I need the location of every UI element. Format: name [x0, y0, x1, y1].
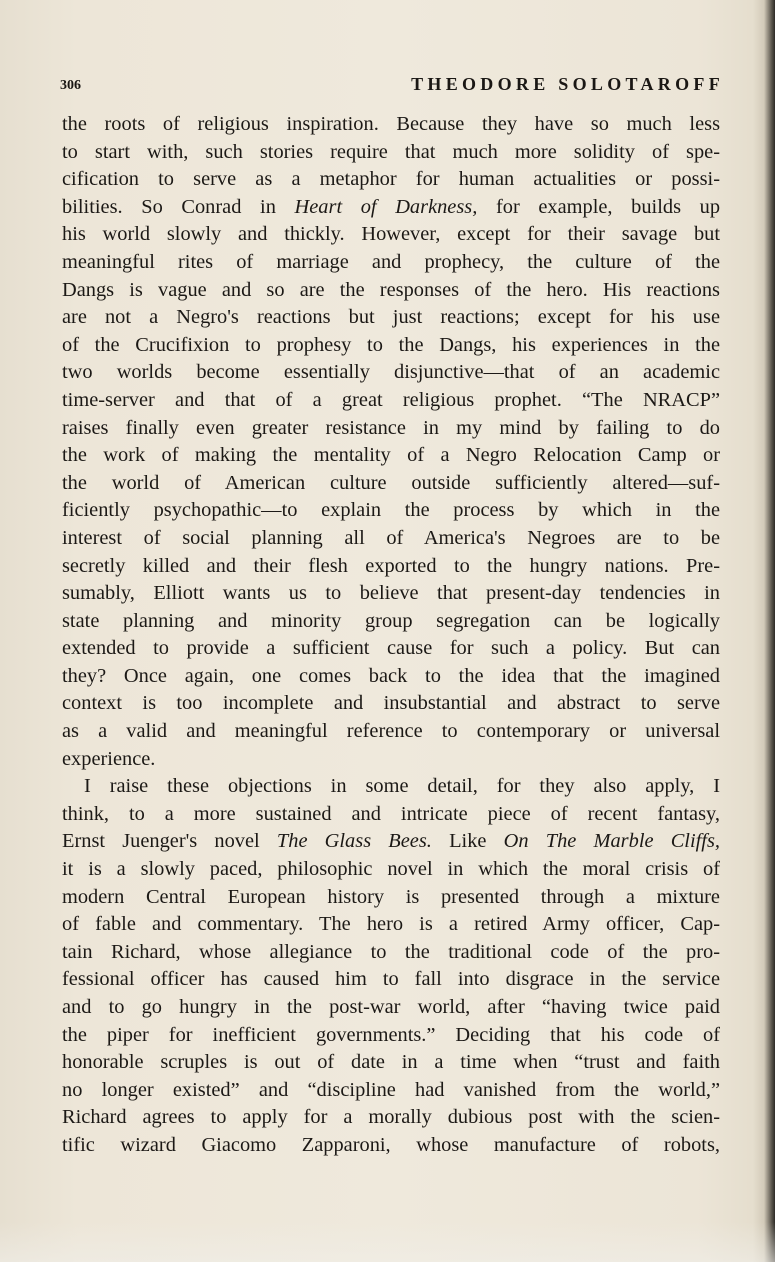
- text-line: [62, 773, 720, 801]
- text-segment: raises finally even greater resistance in my mind by failing to do: [62, 416, 720, 439]
- text-line: [62, 553, 720, 581]
- text-segment: his world slowly and thickly. However, except for their savage but: [62, 223, 720, 246]
- text-segment: bilities. So Conrad in: [62, 195, 295, 218]
- text-segment: Dangs is vague and so are the responses of the hero. His reactions: [62, 278, 720, 301]
- text-line: [62, 277, 720, 305]
- running-head: THEODORE SOLOTAROFF: [411, 74, 724, 94]
- body-text: [62, 111, 720, 1160]
- italic-title: The Glass Bees.: [276, 830, 432, 853]
- text-segment: for example, builds up: [477, 195, 720, 218]
- text-segment: state planning and minority group segregation can be logically: [62, 609, 720, 632]
- text-line: [62, 939, 720, 967]
- text-line: [62, 718, 720, 746]
- text-segment: of the Crucifixion to prophesy to the Dangs, his experiences in the: [62, 333, 720, 356]
- text-segment: secretly killed and their flesh exported to the hungry nations. Pre-: [62, 554, 720, 577]
- page-header: [60, 74, 724, 100]
- text-line: [62, 884, 720, 912]
- text-line: [62, 111, 720, 139]
- text-line: [62, 497, 720, 525]
- text-line: [62, 663, 720, 691]
- text-segment: I raise these objections in some detail, for they also apply, I: [84, 775, 720, 798]
- text-segment: sumably, Elliott wants us to believe that present-day tendencies in: [62, 582, 720, 605]
- text-segment: time-server and that of a great religious prophet. “The NRACP”: [62, 388, 720, 411]
- text-line: [62, 1132, 720, 1160]
- text-line: [62, 249, 720, 277]
- text-line: [62, 1077, 720, 1105]
- text-segment: it is a slowly paced, philosophic novel in which the moral crisis of: [62, 858, 720, 881]
- text-segment: modern Central European history is presented through a mixture: [62, 885, 720, 908]
- text-line: [62, 994, 720, 1022]
- text-segment: meaningful rites of marriage and prophecy, the culture of the: [62, 250, 720, 273]
- text-line: [62, 166, 720, 194]
- text-line: [62, 304, 720, 332]
- text-segment: are not a Negro's reactions but just reactions; except for his use: [62, 306, 720, 329]
- text-segment: the world of American culture outside sufficiently altered—suf-: [62, 471, 720, 494]
- text-segment: think, to a more sustained and intricate piece of recent fantasy,: [62, 802, 720, 825]
- text-segment: Ernst Juenger's novel: [62, 830, 277, 853]
- text-segment: the piper for inefficient governments.” Deciding that his code of: [62, 1023, 720, 1046]
- text-line: [62, 139, 720, 167]
- text-line: [62, 690, 720, 718]
- text-segment: honorable scruples is out of date in a time when “trust and faith: [62, 1051, 720, 1074]
- text-segment: two worlds become essentially disjunctive—that of an academic: [62, 361, 720, 384]
- text-line: [62, 828, 720, 856]
- text-line: [62, 746, 720, 774]
- text-line: [62, 332, 720, 360]
- text-segment: cification to serve as a metaphor for human actualities or possi-: [62, 168, 720, 191]
- text-segment: extended to provide a sufficient cause for such a policy. But can: [62, 637, 720, 660]
- text-line: [62, 1049, 720, 1077]
- page-number: 306: [60, 78, 81, 93]
- italic-title: Heart of Darkness,: [294, 195, 478, 218]
- text-line: [62, 387, 720, 415]
- text-line: [62, 470, 720, 498]
- text-line: [62, 580, 720, 608]
- text-segment: they? Once again, one comes back to the idea that the imagined: [62, 664, 720, 687]
- italic-title: On The Marble Cliffs,: [503, 830, 720, 853]
- page-bottom-edge: [0, 1222, 775, 1262]
- book-spine-shadow: [753, 0, 775, 1262]
- text-line: [62, 525, 720, 553]
- text-segment: of fable and commentary. The hero is a retired Army officer, Cap-: [62, 913, 720, 936]
- text-line: [62, 1104, 720, 1132]
- text-segment: interest of social planning all of America's Negroes are to be: [62, 526, 720, 549]
- text-line: [62, 911, 720, 939]
- text-line: [62, 221, 720, 249]
- text-line: [62, 442, 720, 470]
- text-segment: tific wizard Giacomo Zapparoni, whose manufacture of robots,: [62, 1133, 720, 1156]
- text-segment: experience.: [62, 747, 156, 770]
- text-segment: as a valid and meaningful reference to contemporary or universal: [62, 720, 720, 743]
- text-segment: tain Richard, whose allegiance to the traditional code of the pro-: [62, 940, 720, 963]
- text-line: [62, 415, 720, 443]
- text-segment: fessional officer has caused him to fall into disgrace in the service: [62, 968, 720, 991]
- text-segment: to start with, such stories require that much more solidity of spe-: [62, 140, 720, 163]
- text-line: [62, 608, 720, 636]
- text-segment: ficiently psychopathic—to explain the process by which in the: [62, 499, 720, 522]
- text-line: [62, 635, 720, 663]
- text-segment: Like: [431, 830, 504, 853]
- text-segment: and to go hungry in the post-war world, after “having twice paid: [62, 996, 720, 1018]
- text-line: [62, 801, 720, 829]
- text-segment: Richard agrees to apply for a morally dubious post with the scien-: [62, 1106, 720, 1129]
- text-line: [62, 966, 720, 994]
- text-segment: the work of making the mentality of a Negro Relocation Camp or: [62, 444, 720, 467]
- text-segment: context is too incomplete and insubstantial and abstract to serve: [62, 692, 720, 715]
- text-line: [62, 1022, 720, 1050]
- text-segment: no longer existed” and “discipline had vanished from the world,”: [62, 1078, 720, 1101]
- text-segment: the roots of religious inspiration. Because they have so much less: [62, 113, 720, 135]
- text-line: [62, 856, 720, 884]
- text-line: [62, 194, 720, 222]
- text-line: [62, 359, 720, 387]
